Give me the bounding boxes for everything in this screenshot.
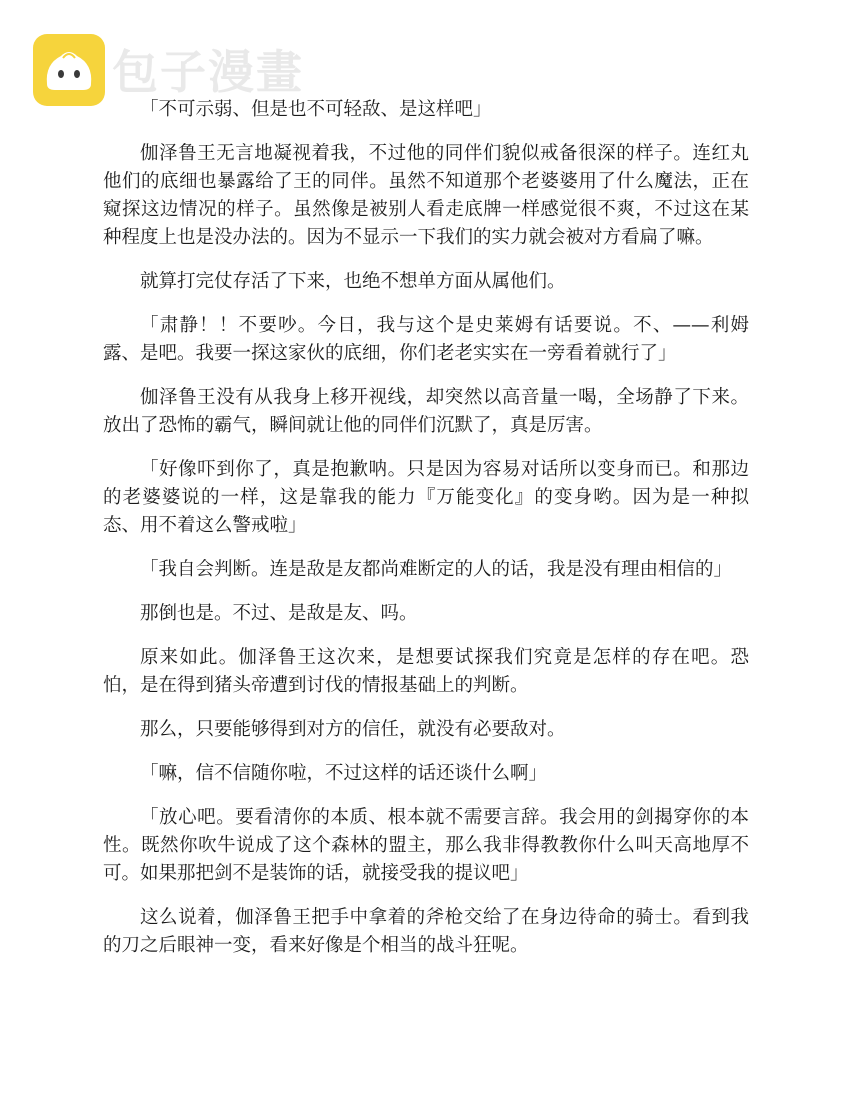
paragraph: 原来如此。伽泽鲁王这次来，是想要试探我们究竟是怎样的存在吧。恐怕，是在得到猪头帝遭到讨伐的情报基础上的判断。 bbox=[103, 647, 749, 696]
paragraph: 伽泽鲁王没有从我身上移开视线，却突然以高音量一喝，全场静了下来。放出了恐怖的霸气，瞬间就让他的同伴们沉默了，真是厉害。 bbox=[103, 387, 749, 436]
paragraph: 这么说着，伽泽鲁王把手中拿着的斧枪交给了在身边待命的骑士。看到我的刀之后眼神一变，看来好像是个相当的战斗狂呢。 bbox=[103, 907, 749, 956]
paragraph: 「不可示弱、但是也不可轻敌、是这样吧」 bbox=[140, 99, 492, 120]
document-body bbox=[103, 96, 749, 976]
paragraph: 「嘛，信不信随你啦，不过这样的话还谈什么啊」 bbox=[140, 763, 548, 784]
paragraph: 那倒也是。不过、是敌是友、吗。 bbox=[140, 603, 418, 624]
paragraph: 那么，只要能够得到对方的信任，就没有必要敌对。 bbox=[140, 719, 566, 740]
paragraph: 「放心吧。要看清你的本质、根本就不需要言辞。我会用的剑揭穿你的本性。既然你吹牛说成了这个森林的盟主，那么我非得教教你什么叫天高地厚不可。如果那把剑不是装饰的话，就接受我的提议吧」 bbox=[103, 807, 749, 884]
paragraph: 「肃静！！不要吵。今日，我与这个是史莱姆有话要说。不、——利姆露、是吧。我要一探这家伙的底细，你们老老实实在一旁看着就行了」 bbox=[103, 315, 749, 364]
paragraph: 伽泽鲁王无言地凝视着我，不过他的同伴们貌似戒备很深的样子。连红丸他们的底细也暴露给了王的同伴。虽然不知道那个老婆婆用了什么魔法，正在窥探这边情况的样子。虽然像是被别人看走底牌一样感觉很不爽，不过这在某种程度上也是没办法的。因为不显示一下我们的实力就会被对方看扁了嘛。 bbox=[103, 143, 749, 248]
bun-icon bbox=[33, 34, 105, 106]
paragraph: 「好像吓到你了，真是抱歉呐。只是因为容易对话所以变身而已。和那边的老婆婆说的一样，这是靠我的能力『万能变化』的变身哟。因为是一种拟态、用不着这么警戒啦」 bbox=[103, 459, 749, 536]
watermark-text: 包子漫畫 bbox=[112, 45, 304, 99]
paragraph: 就算打完仗存活了下来，也绝不想单方面从属他们。 bbox=[140, 271, 566, 292]
paragraph: 「我自会判断。连是敌是友都尚难断定的人的话，我是没有理由相信的」 bbox=[140, 559, 733, 580]
